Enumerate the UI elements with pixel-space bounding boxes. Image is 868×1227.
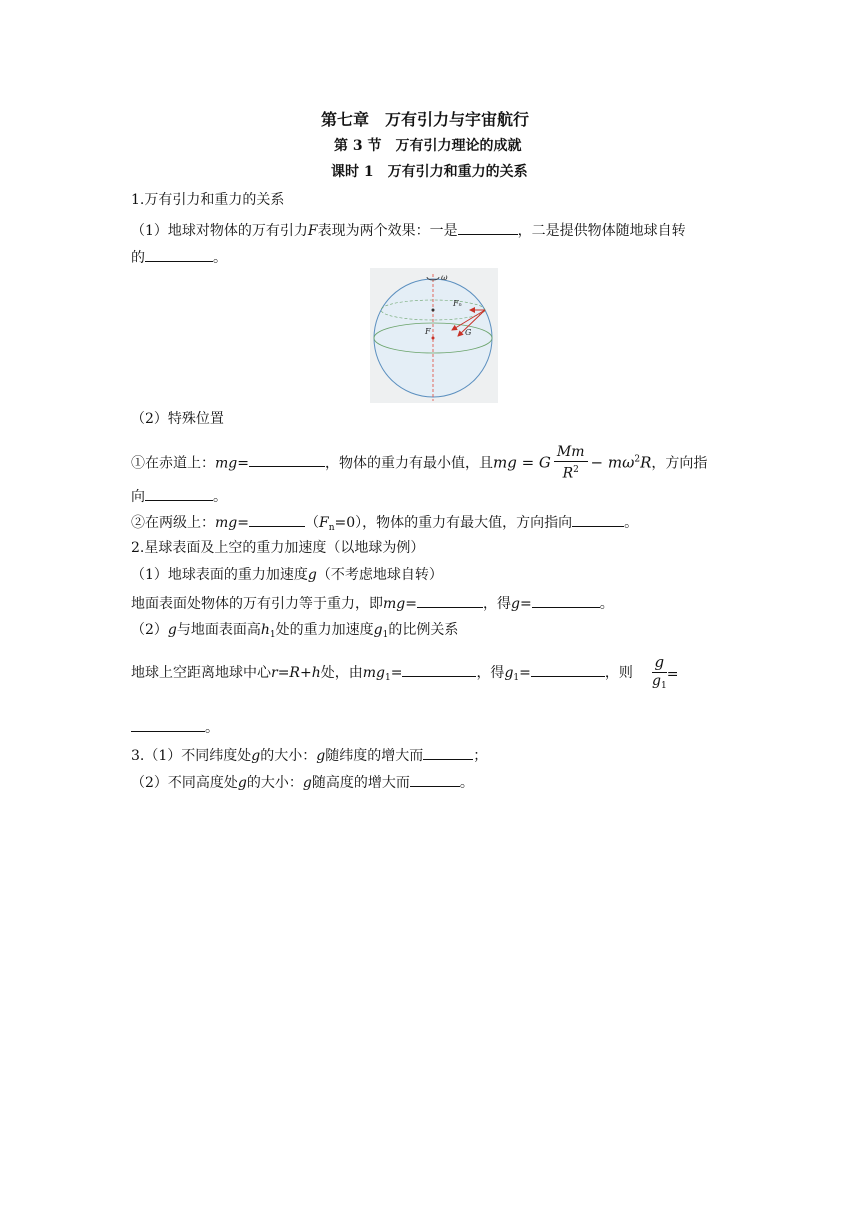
question-1-2: （2）特殊位置 [131,411,224,427]
equator-line-cont: 向 。 [131,485,227,507]
section-3-line-1: 3.（1）不同纬度处g的大小：g随纬度的增大而 ； [131,744,487,766]
answer-blank[interactable] [145,246,213,262]
omega-label: ω [441,273,448,282]
surface-gravity-line: 地面表面处物体的万有引力等于重力，即mg= ，得g= 。 [131,592,614,614]
answer-blank[interactable] [417,592,483,608]
answer-blank[interactable] [410,771,460,787]
answer-blank[interactable] [532,592,600,608]
pole-line: ②在两级上：$mg= (F_n=0)$，物体的重力有最大值，方向指向 。 [131,511,638,538]
section-2-heading: 2.星球表面及上空的重力加速度（以地球为例） [131,540,425,556]
question-1-1-cont: 的 。 [131,246,227,268]
section-1-heading: 1.万有引力和重力的关系 [131,192,285,208]
g-label: G [465,328,472,337]
answer-blank[interactable] [249,451,325,467]
earth-gravity-figure [370,268,498,403]
formula-fraction: $\frac{Mm}{R^2}$ [554,444,588,483]
section-title: 第 3 节 万有引力理论的成就 [334,138,522,154]
equator-line: ①在赤道上：mg= ，物体的重力有最小值，且mg = G $\frac{Mm}{R^2}$ − $m\omega^2R$，方向指 [131,444,708,482]
altitude-gravity-line: 地球上空距离地球中心r=R+h处，由$mg_1=$ ，得$g_1=$ ，则 [131,661,633,688]
f-label: F [425,327,431,336]
question-2-2: （2）g与地面表面高$h_1$处的重力加速度$g_1$的比例关系 [131,622,459,640]
answer-blank[interactable] [423,744,473,760]
answer-blank[interactable] [531,661,605,677]
section-3-line-2: （2）不同高度处g的大小：g随高度的增大而 。 [131,771,474,793]
lesson-title: 课时 1 万有引力和重力的关系 [331,164,528,180]
answer-blank[interactable] [458,219,518,235]
answer-blank[interactable] [145,485,213,501]
ratio-fraction: $\frac{g}{g_1}$ = [652,653,679,691]
answer-blank[interactable] [402,661,476,677]
altitude-gravity-line-cont: 。 [131,716,219,738]
question-2-1: （1）地球表面的重力加速度g（不考虑地球自转） [131,567,443,583]
answer-blank[interactable] [131,716,205,732]
question-1-1: （1）地球对物体的万有引力F表现为两个效果：一是 ，二是提供物体随地球自转 [131,219,686,241]
answer-blank[interactable] [572,511,624,527]
formula-lhs: mg = G [492,453,551,472]
fn-label: Fₙ [453,299,462,308]
chapter-title: 第七章 万有引力与宇宙航行 [321,110,530,129]
earth-gravity-diagram [370,268,498,403]
answer-blank[interactable] [249,511,305,527]
